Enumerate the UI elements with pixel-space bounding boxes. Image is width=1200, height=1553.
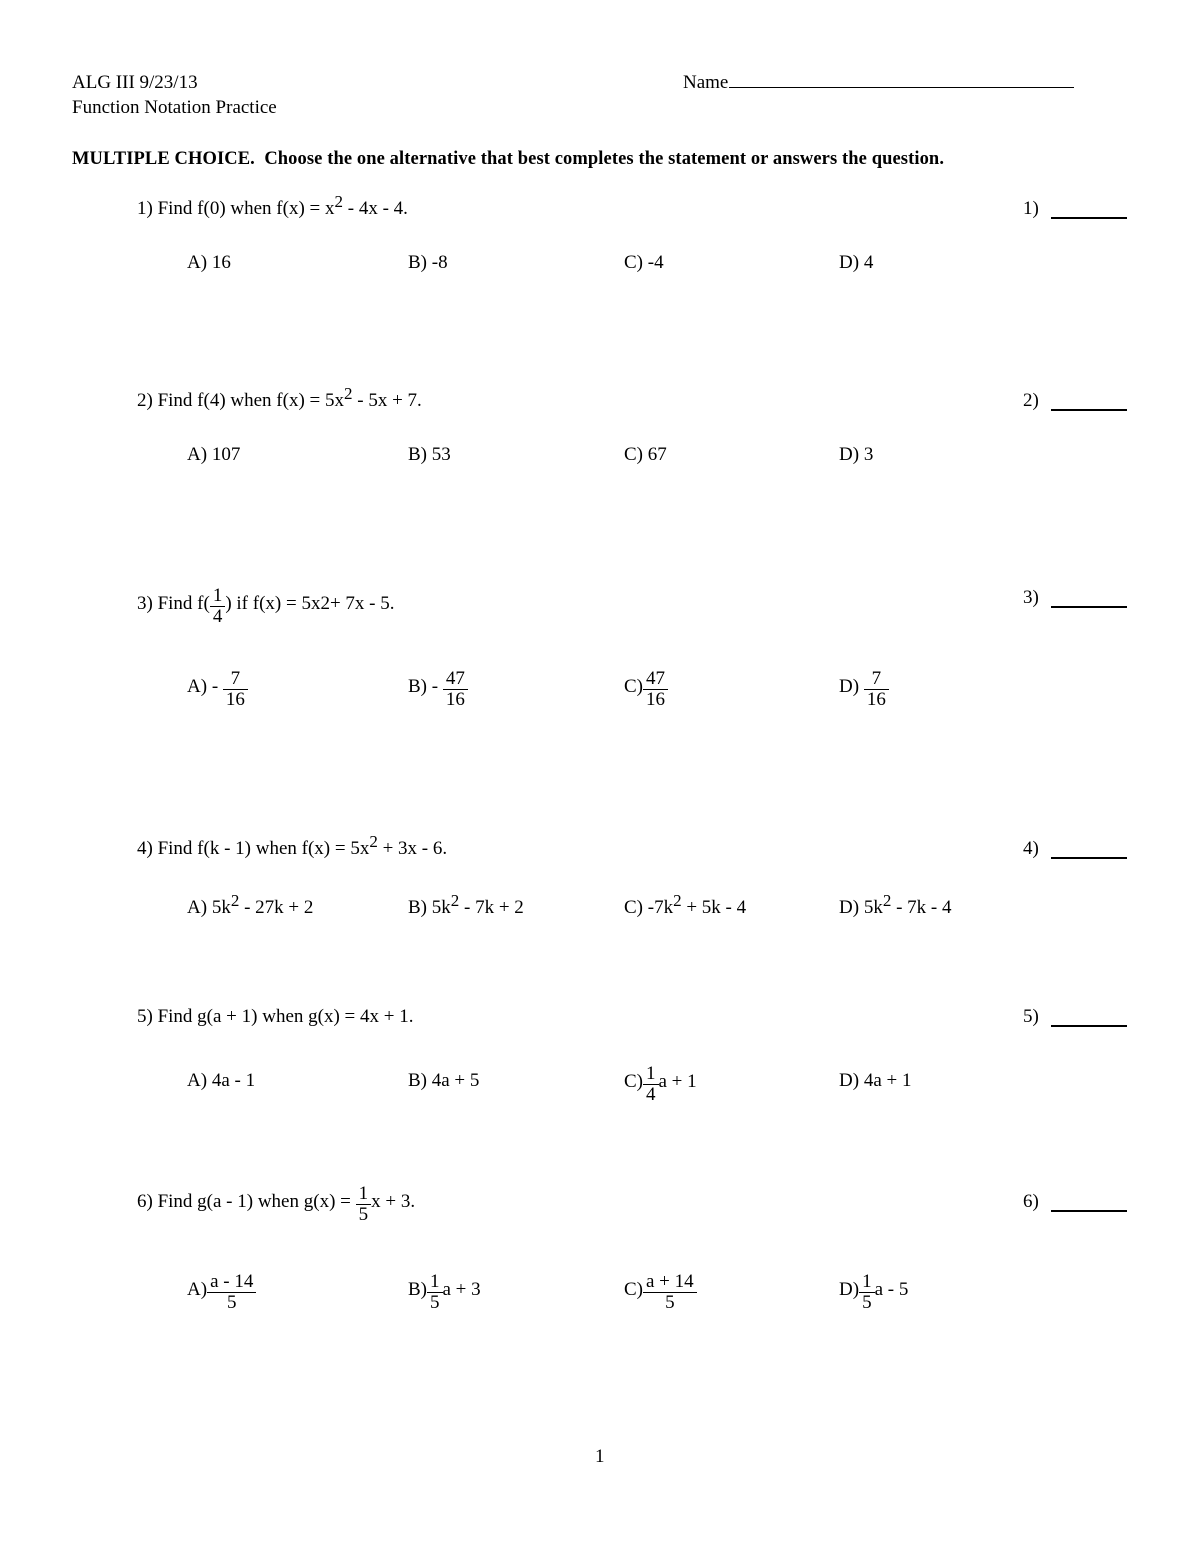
name-label: Name	[683, 72, 729, 93]
numerator: 1	[210, 586, 226, 607]
option-1c[interactable]	[624, 252, 664, 274]
numerator: 1	[859, 1272, 875, 1293]
answer-blank-2[interactable]	[1051, 409, 1127, 411]
option-text: -7k	[647, 897, 674, 918]
question-number: 2)	[137, 390, 153, 411]
option-letter: C)	[624, 1070, 643, 1092]
sign: -	[431, 675, 439, 697]
option-6d[interactable]	[839, 1270, 908, 1311]
prompt-text: + 3x - 6.	[377, 838, 448, 859]
worksheet-subtitle: Function Notation Practice	[72, 97, 277, 118]
fraction	[356, 1184, 372, 1225]
numerator: 47	[443, 669, 468, 690]
fraction	[223, 669, 248, 710]
question-2-prompt	[137, 384, 422, 412]
exponent: 2	[450, 891, 460, 910]
option-text: 3	[863, 444, 874, 465]
answer-blank-5[interactable]	[1051, 1025, 1127, 1027]
question-6-prompt	[137, 1182, 415, 1223]
question-5-prompt	[137, 1006, 413, 1028]
option-letter: D)	[839, 1278, 860, 1300]
question-number: 1)	[137, 198, 153, 219]
option-1b[interactable]	[408, 252, 448, 274]
denominator: 16	[225, 688, 245, 710]
exponent: 2	[673, 891, 682, 910]
fraction	[643, 1272, 697, 1313]
fraction	[210, 586, 226, 627]
exponent: 2	[344, 384, 353, 403]
prompt-text: x + 3.	[371, 1190, 416, 1212]
question-1-prompt	[137, 192, 408, 220]
answer-label-2: 2)	[1023, 390, 1039, 411]
numerator: 1	[643, 1064, 659, 1085]
option-6b[interactable]	[408, 1270, 481, 1311]
numerator: 7	[223, 669, 248, 690]
option-letter: A)	[187, 1278, 208, 1300]
option-letter: B)	[408, 1070, 427, 1091]
fraction	[864, 669, 889, 710]
denominator: 4	[646, 1083, 656, 1105]
prompt-text: - 5x + 7.	[352, 390, 422, 411]
fraction	[427, 1272, 443, 1313]
question-number: 4)	[137, 838, 153, 859]
denominator: 5	[430, 1291, 440, 1313]
denominator: 4	[212, 605, 223, 627]
sign: -	[211, 675, 219, 697]
prompt-text: ) if f(x) = 5x2+ 7x - 5.	[225, 592, 395, 614]
option-letter: C)	[624, 1278, 643, 1300]
denominator: 5	[665, 1291, 675, 1313]
answer-blank-6[interactable]	[1051, 1210, 1127, 1212]
option-3b[interactable]	[408, 667, 468, 708]
option-2b[interactable]	[408, 444, 451, 466]
option-2c[interactable]	[624, 444, 667, 466]
option-3a[interactable]	[187, 667, 248, 708]
option-letter: A)	[187, 675, 208, 697]
exponent: 2	[369, 832, 378, 851]
exponent: 2	[334, 192, 344, 211]
option-text: - 7k + 2	[459, 897, 524, 918]
option-4b[interactable]	[408, 891, 524, 919]
option-text: 4a - 1	[211, 1070, 256, 1091]
answer-label-3: 3)	[1023, 587, 1039, 608]
option-letter: A)	[187, 1070, 208, 1091]
option-5d[interactable]	[839, 1070, 911, 1092]
option-letter: D)	[839, 444, 860, 465]
option-4a[interactable]	[187, 891, 314, 919]
answer-label-6: 6)	[1023, 1191, 1039, 1212]
course-header: ALG III 9/23/13	[72, 72, 198, 93]
prompt-text: Find f(k - 1) when f(x) = 5x	[157, 838, 370, 859]
option-letter: A)	[187, 252, 208, 273]
answer-blank-1[interactable]	[1051, 217, 1127, 219]
numerator: 1	[427, 1272, 443, 1293]
option-text: -4	[647, 252, 664, 273]
prompt-text: Find g(a + 1) when g(x) = 4x + 1.	[157, 1006, 414, 1027]
option-text: 4	[863, 252, 874, 273]
name-field[interactable]	[683, 72, 1074, 94]
option-1a[interactable]	[187, 252, 231, 274]
option-5c[interactable]	[624, 1062, 697, 1103]
prompt-text: - 4x - 4.	[343, 198, 408, 219]
option-text: - 7k - 4	[891, 897, 952, 918]
option-5b[interactable]	[408, 1070, 479, 1092]
answer-blank-4[interactable]	[1051, 857, 1127, 859]
option-1d[interactable]	[839, 252, 873, 274]
option-2a[interactable]	[187, 444, 240, 466]
denominator: 16	[445, 688, 465, 710]
option-letter: D)	[839, 252, 860, 273]
option-letter: B)	[408, 675, 427, 697]
instructions	[72, 149, 944, 170]
prompt-text: Find f(	[157, 592, 210, 614]
denominator: 5	[862, 1291, 872, 1313]
question-number: 6)	[137, 1190, 153, 1212]
numerator: 47	[643, 669, 668, 690]
fraction	[207, 1272, 256, 1313]
numerator: a - 14	[207, 1272, 256, 1293]
question-number: 3)	[137, 592, 153, 614]
exponent: 2	[882, 891, 892, 910]
option-4c[interactable]	[624, 891, 747, 919]
option-letter: B)	[408, 444, 427, 465]
exponent: 2	[230, 891, 240, 910]
option-letter: A)	[187, 444, 208, 465]
denominator: 5	[226, 1291, 237, 1313]
prompt-text: Find f(4) when f(x) = 5x	[157, 390, 345, 411]
instructions-text: Choose the one alternative that best completes the statement or answers the question.	[264, 149, 945, 169]
answer-label-5: 5)	[1023, 1006, 1039, 1027]
denominator: 16	[646, 688, 665, 710]
denominator: 16	[866, 688, 886, 710]
option-text: a - 5	[874, 1278, 909, 1300]
option-6a[interactable]	[187, 1270, 256, 1311]
option-letter: C)	[624, 252, 643, 273]
option-letter: C)	[624, 444, 643, 465]
option-text: 4a + 5	[431, 1070, 480, 1091]
option-text: 53	[431, 444, 451, 465]
numerator: a + 14	[643, 1272, 697, 1293]
option-text: 67	[647, 444, 667, 465]
answer-blank-3[interactable]	[1051, 606, 1127, 608]
denominator: 5	[358, 1203, 369, 1225]
option-3c[interactable]	[624, 667, 668, 708]
option-letter: D)	[839, 897, 860, 918]
option-text: a + 3	[442, 1278, 481, 1300]
option-text: 5k	[863, 897, 883, 918]
fraction	[643, 669, 668, 710]
numerator: 1	[356, 1184, 372, 1205]
prompt-text: Find g(a - 1) when g(x) =	[157, 1190, 356, 1212]
prompt-text: Find f(0) when f(x) = x	[157, 198, 335, 219]
option-letter: B)	[408, 252, 427, 273]
option-letter: D)	[839, 1070, 860, 1091]
option-text: - 27k + 2	[239, 897, 314, 918]
instructions-lead: MULTIPLE CHOICE.	[72, 149, 255, 169]
option-letter: C)	[624, 675, 643, 697]
numerator: 7	[864, 669, 889, 690]
option-2d[interactable]	[839, 444, 873, 466]
option-text: 107	[211, 444, 241, 465]
question-3-prompt	[137, 584, 395, 625]
answer-label-1: 1)	[1023, 198, 1039, 219]
option-text: 5k	[431, 897, 451, 918]
question-number: 5)	[137, 1006, 153, 1027]
option-6c[interactable]	[624, 1270, 697, 1311]
option-letter: A)	[187, 897, 208, 918]
option-letter: C)	[624, 897, 643, 918]
option-text: + 5k - 4	[681, 897, 747, 918]
option-text: 16	[211, 252, 231, 273]
option-4d[interactable]	[839, 891, 952, 919]
option-letter: B)	[408, 897, 427, 918]
fraction	[859, 1272, 875, 1313]
option-text: 4a + 1	[863, 1070, 912, 1091]
question-4-prompt	[137, 832, 448, 860]
name-blank-line[interactable]	[729, 73, 1074, 88]
fraction	[443, 669, 468, 710]
option-text: -8	[431, 252, 448, 273]
answer-label-4: 4)	[1023, 838, 1039, 859]
option-letter: D)	[839, 675, 860, 697]
option-5a[interactable]	[187, 1070, 255, 1092]
option-3d[interactable]	[839, 667, 889, 708]
option-text: 5k	[211, 897, 231, 918]
option-letter: B)	[408, 1278, 427, 1300]
page-number: 1	[595, 1446, 605, 1467]
fraction	[643, 1064, 659, 1105]
option-text: a + 1	[658, 1070, 697, 1092]
